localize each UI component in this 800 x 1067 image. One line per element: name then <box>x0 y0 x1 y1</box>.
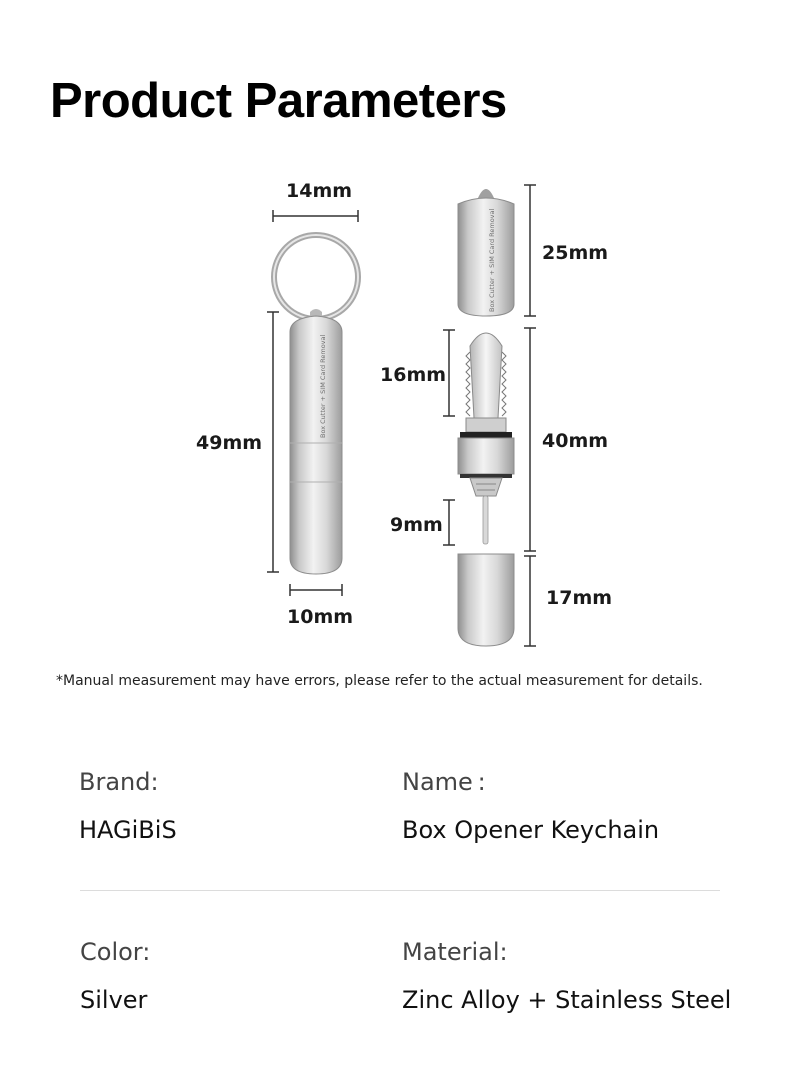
dim-cap-top: 25mm <box>542 242 609 264</box>
material-value: Zinc Alloy + Stainless Steel <box>402 986 732 1014</box>
material-label: Material: <box>402 938 508 966</box>
dim-pin: 9mm <box>390 514 443 536</box>
color-value: Silver <box>80 986 148 1014</box>
blade <box>470 333 502 418</box>
middle-collar <box>458 438 514 474</box>
dim-middle: 40mm <box>542 430 609 452</box>
measurement-note: *Manual measurement may have errors, please refer to the actual measurement for details. <box>56 673 703 689</box>
assembled-keychain <box>274 235 358 574</box>
page-title: Product Parameters <box>50 74 507 128</box>
keychain-body <box>290 316 342 574</box>
blade-assembly <box>458 333 514 544</box>
dim-cap-bottom: 17mm <box>546 587 613 609</box>
dim-blade: 16mm <box>380 364 447 386</box>
spec-divider <box>80 890 720 891</box>
sim-pin <box>483 496 488 544</box>
dim-total-length: 49mm <box>196 432 263 454</box>
color-label: Color: <box>80 938 151 966</box>
dim-body-width: 10mm <box>287 606 354 628</box>
name-value: Box Opener Keychain <box>402 816 660 844</box>
name-label: Name : <box>402 768 486 796</box>
top-cap <box>458 189 514 316</box>
bottom-cap <box>458 554 514 646</box>
brand-label: Brand: <box>79 768 159 796</box>
engraving-text-cap: Box Cutter + SIM Card Removal <box>488 208 496 312</box>
dim-ring-width: 14mm <box>286 180 353 202</box>
engraving-text: Box Cutter + SIM Card Removal <box>319 334 327 438</box>
brand-value: HAGiBiS <box>79 816 177 844</box>
